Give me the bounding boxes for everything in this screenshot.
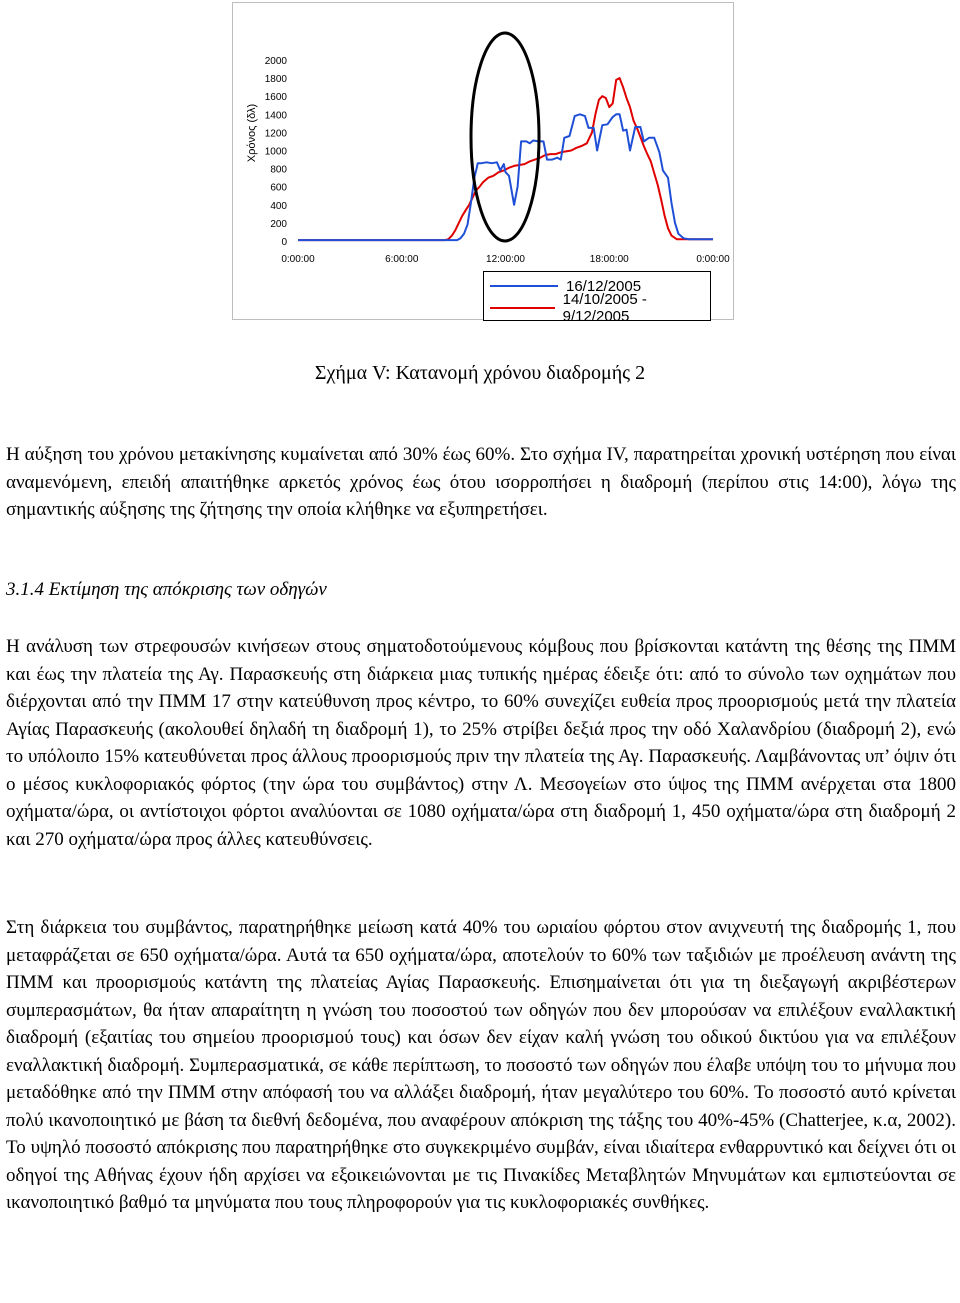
paragraph-3: Στη διάρκεια του συμβάντος, παρατηρήθηκε μείωση κατά 40% του ωριαίου φόρτου στον ανιχνευτή της διαδρομής 1, που μεταφράζεται σε 650 οχήματα/ώρα. Αυτά τα 650 οχήματα/ώρα, αποτελούν το 60% των ταξιδιών με προέλευση ανάντη της ΠΜΜ και προορισμούς κατάντη της πλατείας Αγίας Παρασκευής. Επισημαίνεται ότι για τη διεξαγωγή ακριβέστερων συμπερασμάτων, θα ήταν απαραίτητη η γνώση του ποσοστού των οδηγών που δεν μπορούσαν να επιλέξουν εναλλακτική διαδρομή (εξαιτίας του σημείου προορισμού τους) και όσων δεν είχαν καλή γνώση του οδικού δικτύου για να επιλέξουν εναλλακτική διαδρομή. Συμπερασματικά, σε κάθε περίπτωση, το ποσοστό των οδηγών που έλαβε υπόψη του το μήνυμα που μεταδόθηκε από την ΠΜΜ στην απόφασή του να αλλάξει διαδρομή, ήταν μεγαλύτερο του 60%. Το ποσοστό αυτό κρίνεται πολύ ικανοποιητικό με βάση τα διεθνή δεδομένα, που αναφέρουν απόκριση της τάξης του 40%-45% (Chatterjee, κ.α, 2002). Το υψηλό ποσοστό απόκρισης που παρατηρήθηκε στο συγκεκριμένο συμβάν, είναι ιδιαίτερα ενθαρρυντικό και δείχνει ότι οι οδηγοί της Αθήνας έχουν ήδη αρχίσει να εξοικειώνονται με τις Πινακίδες Μεταβλητών Μηνυμάτων και εμπιστεύονται σε ικανοποιητικό βαθμό τα μηνύματα που τους πληροφορούν για τις κυκλοφοριακές συνθήκες. — [6, 917, 956, 1213]
figure-caption: Σχήμα V: Κατανομή χρόνου διαδρομής 2 — [314, 362, 646, 384]
x-tick-label: 12:00:00 — [486, 254, 525, 265]
y-tick-label: 1800 — [264, 74, 287, 86]
highlight-ellipse — [471, 33, 539, 241]
legend-swatch-red — [490, 307, 555, 309]
legend-label-series-1: 16/12/2005 — [566, 277, 642, 295]
legend-item-series-2 — [490, 291, 710, 325]
chart-legend — [483, 271, 711, 325]
x-tick-label: 0:00:00 — [281, 254, 315, 265]
paragraph-2: Η ανάλυση των στρεφουσών κινήσεων στους σηματοδοτούμενους κόμβους που βρίσκονται κατάντη της θέσης της ΠΜΜ και έως την πλατεία της Αγ. Παρασκευής στη διάρκεια μιας τυπικής ημέρας έδειξε ότι: από το σύνολο των οχημάτων που διέρχονται από την ΠΜΜ 17 στην κατεύθυνση προς κέντρο, το 60% συνεχίζει ευθεία προς προορισμούς μετά την πλατεία Αγίας Παρασκευής (ακολουθεί δηλαδή τη διαδρομή 1), το 25% στρίβει δεξιά προς την οδό Χαλανδρίου (διαδρομή 2), ενώ το υπόλοιπο 15% κατευθύνεται προς άλλους προορισμούς πριν την πλατεία της Αγ. Παρασκευής. Λαμβάνοντας υπ’ όψιν ότι ο μέσος κυκλοφοριακός φόρτος (την ώρα του συμβάντος) στην Λ. Μεσογείων στο ύψος της ΠΜΜ ανέρχεται στα 1800 οχήματα/ώρα, οι αντίστοιχοι φόρτοι αναλύονται σε 1080 οχήματα/ώρα στη διαδρομή 1, 450 οχήματα/ώρα στη διαδρομή 2 και 270 οχήματα/ώρα προς άλλες κατευθύνσεις. — [6, 636, 956, 850]
y-tick-label: 1000 — [264, 146, 287, 158]
y-tick-label: 600 — [270, 182, 287, 194]
section-heading: 3.1.4 Εκτίμηση της απόκρισης των οδηγών — [6, 579, 327, 600]
legend-label-series-2: 14/10/2005 - 9/12/2005 — [562, 291, 647, 325]
paragraph-1: Η αύξηση του χρόνου μετακίνησης κυμαίνεται από 30% έως 60%. Στο σχήμα IV, παρατηρείται χρονική υστέρηση που είναι αναμενόμενη, επειδή απαιτήθηκε αρκετός χρόνος έως ότου ισορροπήσει η διαδρομή (περίπου στις 14:00), λόγω της σημαντικής αύξησης της ζήτησης την οποία κλήθηκε να εξυπηρετήσει. — [6, 444, 956, 520]
series-line-16-12-2005 — [298, 114, 713, 240]
y-tick-label: 200 — [270, 218, 287, 230]
y-tick-label: 1400 — [264, 110, 287, 122]
y-tick-label: 1600 — [264, 92, 287, 104]
figure-frame — [232, 2, 734, 325]
y-tick-label: 1200 — [264, 128, 287, 140]
y-tick-label: 0 — [281, 237, 287, 248]
x-tick-label: 18:00:00 — [589, 254, 629, 265]
y-tick-label: 2000 — [264, 56, 287, 67]
y-tick-label: 400 — [270, 200, 287, 212]
x-tick-label: 0:00:00 — [696, 254, 730, 265]
x-tick-label: 6:00:00 — [385, 254, 419, 265]
y-axis-label: Χρόνος (δλ) — [246, 103, 258, 163]
series-line-14-10-to-9-12-2005 — [298, 78, 713, 240]
y-tick-label: 800 — [270, 164, 287, 176]
legend-swatch-blue — [490, 285, 558, 287]
